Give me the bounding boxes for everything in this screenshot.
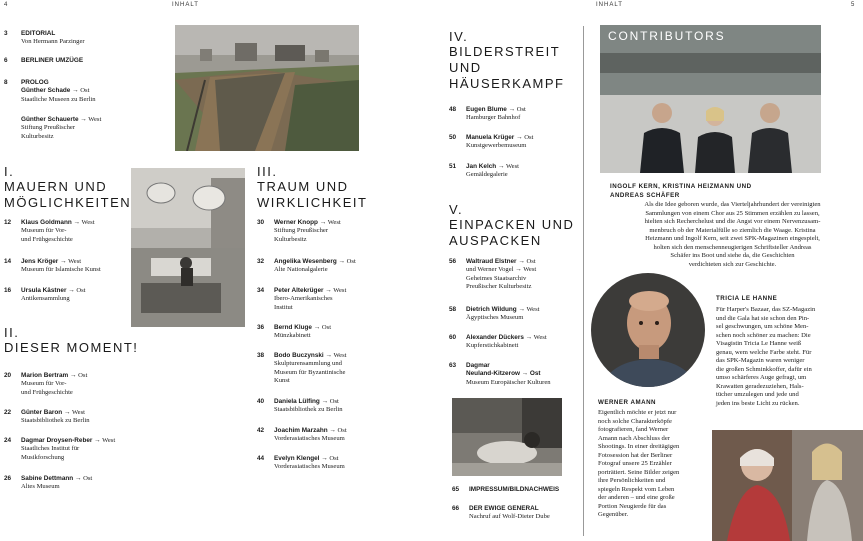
toc-entry-subtitle: Von Hermann Parzinger: [21, 38, 85, 46]
page-number-right: 5: [851, 2, 855, 8]
toc-page-number: 34: [257, 287, 265, 294]
toc-entry-direction: → West: [78, 116, 102, 123]
toc-page-number: 30: [257, 219, 265, 226]
toc-entry-institution: Kulturbesitz: [21, 132, 54, 140]
toc-entry-institution: Stiftung Preußischer: [21, 124, 76, 132]
toc-entry-name: Werner Knopp: [274, 219, 318, 226]
toc-page-number: 14: [4, 258, 12, 265]
toc-entry-name: Günter Baron: [21, 409, 63, 416]
section-4-number: IV.: [449, 29, 469, 44]
section-2-title: DIESER MOMENT!: [4, 340, 139, 355]
page-number-left: 4: [4, 2, 8, 8]
group-caption-name: INGOLF KERN, KRISTINA HEIZMANN UND ANDREAS SCHÄFER: [610, 183, 752, 199]
column-divider: [583, 26, 584, 536]
toc-entry-title: IMPRESSUM/BILDNACHWEIS: [469, 486, 560, 493]
toc-entry-name: Alexander Dückers: [466, 334, 524, 341]
toc-page-number: 65: [452, 486, 460, 493]
toc-entry-name: Dagmar Droysen-Reber: [21, 437, 93, 444]
toc-entry-title: EDITORIAL: [21, 30, 56, 37]
toc-entry-name: Sabine Dettmann: [21, 475, 74, 482]
section-1-title: MAUERN UND MÖGLICHKEITEN: [4, 179, 132, 210]
photo-office-interior: [131, 168, 245, 327]
toc-entry-direction: → Ost: [70, 87, 90, 95]
toc-entry-name: Klaus Goldmann: [21, 219, 72, 226]
werner-amann-name: WERNER AMANN: [598, 399, 657, 406]
toc-entry-name: Jens Kröger: [21, 258, 59, 265]
toc-page-number: 48: [449, 106, 457, 113]
toc-page-number: 56: [449, 258, 457, 265]
photo-werner-amann-portrait: [591, 273, 705, 387]
toc-page-number: 6: [4, 57, 8, 64]
toc-page-number: 51: [449, 163, 457, 170]
toc-page-number: 63: [449, 362, 457, 369]
toc-entry-name: Waltraud Elstner: [466, 258, 517, 265]
toc-entry-name: Eugen Blume: [466, 106, 507, 113]
toc-page-number: 20: [4, 372, 12, 379]
toc-entry-name: Jan Kelch: [466, 163, 497, 170]
photo-contributors-group: [600, 25, 821, 173]
contributors-heading: CONTRIBUTORS: [608, 29, 726, 43]
toc-entry-name: Bodo Buczynski: [274, 352, 324, 359]
tricia-le-hanne-name: TRICIA LE HANNE: [716, 295, 778, 302]
toc-page-number: 32: [257, 258, 265, 265]
toc-page-number: 22: [4, 409, 12, 416]
toc-entry-name: Manuela Krüger: [466, 134, 515, 141]
toc-page-number: 40: [257, 398, 265, 405]
toc-page-number: 66: [452, 505, 460, 512]
toc-entry-name: Angelika Wesenberg: [274, 258, 337, 265]
photo-makeup-session: [712, 430, 863, 541]
toc-entry-name: Ursula Kästner: [21, 287, 67, 294]
toc-page-number: 24: [4, 437, 12, 444]
toc-entry-name: Peter Altekrüger: [274, 287, 324, 294]
toc-entry-institution: Staatliche Museen zu Berlin: [21, 95, 96, 103]
running-head-left: INHALT: [172, 2, 199, 8]
section-2-number: II.: [4, 325, 20, 340]
section-4-title: BILDERSTREIT UND HÄUSERKAMPF: [449, 44, 565, 91]
toc-page-number: 42: [257, 427, 265, 434]
photo-woman-lying: [452, 398, 562, 476]
toc-entry-title: BERLINER UMZÜGE: [21, 57, 84, 64]
toc-page-number: 60: [449, 334, 457, 341]
werner-amann-text: Eigentlich möchte er jetzt nur noch solche Charakterköpfe fotografieren, fand Werner Amann nach Abschluss der Shootings. In einer dreitägigen Fotosession hat der Berliner Fotograf unsere 25 Erzähler porträtiert. Seine Bilder zeigen ihre Persönlichkeiten und spiegeln Respekt vom Leben der anderen – und eine große Portion Neugierde für das Gegenüber.: [598, 409, 680, 518]
toc-entry-name: Daniela Lülfing: [274, 398, 320, 405]
toc-entry-name: Günther Schade: [21, 87, 71, 95]
toc-entry-title: PROLOG: [21, 79, 49, 86]
toc-entry-subtitle: Nachruf auf Wolf-Dieter Dube: [469, 513, 550, 521]
toc-entry-name: Günther Schauerte: [21, 116, 79, 123]
toc-entry-title: DER EWIGE GENERAL: [469, 505, 539, 512]
section-3-title: TRAUM UND WIRKLICHKEIT: [257, 179, 368, 210]
toc-entry-name: Joachim Marzahn: [274, 427, 328, 434]
section-1-number: I.: [4, 164, 15, 179]
toc-page-number: 44: [257, 455, 265, 462]
group-caption-text: Als die Idee geboren wurde, das Vierteljahrhundert der vereinigten Sammlungen von einem Chor aus 25 Stimmen erzählen zu lassen, hielten sich Recherchelust und die Angst vor einem Nervenzusam- menbruch ob der Materialfülle so ziemlich die Waage. Kristina Heizmann und Ingolf Kern, seit zwei SPK-Magazinen eingespielt, holten sich den menschenneugierigen Schriftsteller Andreas Schäfer ins Boot und siehe da, die Geschichten verdichteten sich zur Geschichte.: [644, 201, 821, 268]
toc-page-number: 3: [4, 30, 8, 37]
toc-page-number: 38: [257, 352, 265, 359]
toc-entry-name: Marion Bertram: [21, 372, 69, 379]
toc-page-number: 26: [4, 475, 12, 482]
toc-page-number: 16: [4, 287, 12, 294]
toc-page-number: 36: [257, 324, 265, 331]
toc-page-number: 12: [4, 219, 12, 226]
toc-entry-name: Evelyn Klengel: [274, 455, 320, 462]
toc-page-number: 50: [449, 134, 457, 141]
section-5-title: EINPACKEN UND AUSPACKEN: [449, 217, 575, 248]
running-head-right: INHALT: [596, 2, 623, 8]
section-5-number: V.: [449, 202, 464, 217]
photo-berlin-wall-aerial: [175, 25, 359, 151]
section-3-number: III.: [257, 164, 278, 179]
toc-entry-name: Dietrich Wildung: [466, 306, 517, 313]
toc-entry-name: Dagmar: [466, 362, 490, 369]
toc-page-number: 58: [449, 306, 457, 313]
toc-entry-name: Bernd Kluge: [274, 324, 312, 331]
tricia-le-hanne-text: Für Harper's Bazaar, das SZ-Magazin und die Gala hat sie schon den Pin- sel geschwungen, um schöne Men- schen noch schöner zu machen: Die Visagistin Tricia Le Hanne weiß genau, wem welche Farbe steht. Für das SPK-Magazin waren weniger die großen Schminkkoffer, dafür ein umso schärferes Auge gefragt, um Krawatten geradezuziehen, Hals- tücher umzulegen und jede und jeden ins beste Licht zu rücken.: [716, 306, 816, 407]
toc-page-number: 8: [4, 79, 8, 86]
